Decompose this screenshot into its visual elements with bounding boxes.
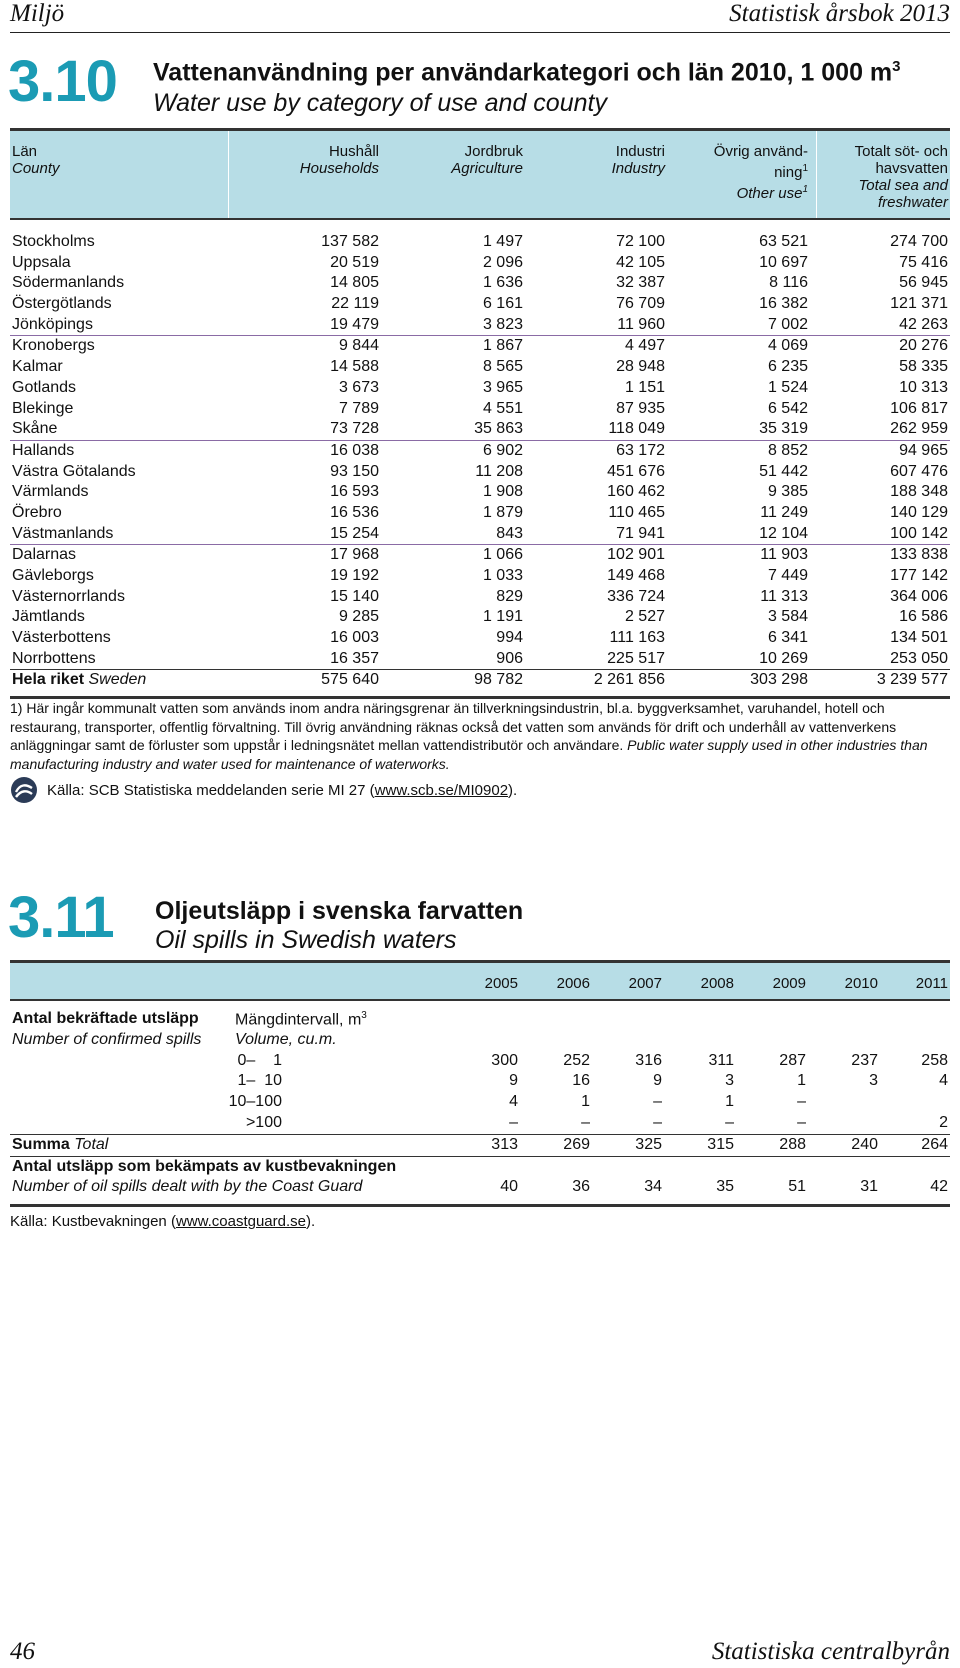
spill-count: 316 — [635, 1051, 662, 1069]
header-agriculture-sv: Jordbruk — [464, 143, 523, 160]
county-name: Västra Götalands — [12, 462, 136, 480]
table-row — [10, 628, 950, 649]
table-row — [10, 524, 950, 545]
county-name: Kalmar — [12, 358, 63, 376]
households-value: 9 844 — [338, 337, 379, 355]
source-link[interactable]: www.scb.se/MI0902 — [374, 782, 509, 799]
total-all: 3 239 577 — [876, 671, 948, 689]
other-use-value: 51 442 — [759, 462, 808, 480]
header-total-en1: Total sea and — [858, 177, 948, 194]
other-use-value: 6 341 — [767, 629, 808, 647]
coastguard-row — [10, 1177, 950, 1198]
header-households-sv: Hushåll — [328, 143, 379, 160]
header-agriculture-en: Agriculture — [451, 160, 523, 177]
sum-value: 315 — [707, 1135, 734, 1153]
section-number: 3.10 — [8, 49, 117, 114]
total-value: 262 959 — [890, 420, 948, 438]
industry-value: 2 527 — [624, 608, 665, 626]
other-use-value: 11 249 — [760, 503, 808, 521]
agriculture-value: 1 033 — [482, 567, 523, 584]
total-value: 253 050 — [890, 649, 948, 667]
table-header-2 — [10, 960, 950, 1001]
header-other-use — [714, 143, 808, 202]
oil-spills-table — [10, 960, 950, 1207]
households-value: 93 150 — [330, 462, 379, 480]
total-value: 133 838 — [890, 546, 948, 564]
header-other-sup: 1 — [802, 163, 808, 174]
source-line-1 — [47, 782, 517, 799]
total-value: 42 263 — [899, 315, 948, 333]
year-2009: 2009 — [772, 975, 806, 992]
confirmed-spills-label-sv: Antal bekräftade utsläpp — [12, 1010, 199, 1027]
other-use-value: 12 104 — [759, 524, 808, 542]
total-label — [12, 671, 146, 689]
spill-count: 9 — [509, 1072, 518, 1090]
header-total-sv2: havsvatten — [875, 160, 948, 177]
table-row — [10, 294, 950, 315]
agriculture-value: 1 497 — [482, 233, 523, 250]
table-row — [10, 273, 950, 294]
title-text: Vattenanvändning per användarkategori och län 2010, 1 000 m — [153, 58, 893, 87]
total-value: 56 945 — [899, 274, 948, 292]
label-row-2 — [10, 1030, 950, 1051]
table-row — [10, 440, 950, 462]
households-value: 15 254 — [330, 524, 379, 542]
agriculture-value: 1 879 — [482, 503, 523, 521]
other-use-value: 10 269 — [759, 649, 808, 667]
county-name: Västmanlands — [12, 524, 114, 542]
sum-label — [12, 1136, 108, 1154]
total-value: 20 276 — [899, 337, 948, 355]
year-2005: 2005 — [484, 975, 518, 992]
coastguard-value: 31 — [860, 1178, 878, 1196]
county-name: Västerbottens — [12, 629, 111, 647]
households-value: 14 588 — [330, 358, 379, 376]
total-value: 140 129 — [890, 503, 948, 521]
header-county-en: County — [12, 160, 60, 177]
sum-row — [10, 1134, 950, 1156]
county-name: Stockholms — [12, 233, 95, 250]
households-value: 19 479 — [330, 315, 379, 333]
total-other: 303 298 — [750, 671, 808, 689]
agriculture-value: 11 208 — [475, 462, 523, 480]
year-2011: 2011 — [915, 975, 948, 992]
header-households — [300, 143, 379, 177]
header-other-sv2 — [714, 160, 808, 181]
sum-value: 313 — [491, 1135, 518, 1153]
industry-value: 42 105 — [616, 253, 665, 271]
county-name: Gotlands — [12, 378, 77, 396]
households-value: 3 673 — [338, 378, 379, 396]
header-total — [855, 143, 948, 211]
other-use-value: 4 069 — [767, 337, 808, 355]
spill-count: 237 — [851, 1051, 878, 1069]
spill-count: 258 — [921, 1051, 948, 1069]
table-row — [10, 607, 950, 628]
volume-label-sv — [235, 1010, 367, 1029]
county-name: Jönköpings — [12, 315, 93, 333]
industry-value: 63 172 — [616, 441, 665, 459]
publisher: Statistiska centralbyrån — [711, 1638, 950, 1665]
agriculture-value: 1 191 — [482, 608, 523, 626]
sum-value: 264 — [921, 1135, 948, 1153]
sum-value: 240 — [851, 1135, 878, 1153]
total-value: 177 142 — [890, 567, 948, 584]
industry-value: 71 941 — [616, 524, 665, 542]
county-name: Uppsala — [12, 253, 71, 271]
running-header-publication: Statistisk årsbok 2013 — [729, 0, 950, 27]
other-use-value: 3 584 — [767, 608, 808, 626]
volume-text: Mängdintervall, m — [235, 1011, 362, 1029]
source-line-2 — [10, 1213, 315, 1230]
households-value: 16 003 — [330, 629, 379, 647]
total-value: 134 501 — [890, 629, 948, 647]
households-value: 17 968 — [330, 546, 379, 564]
sum-label-sv: Summa — [12, 1135, 70, 1153]
households-value: 19 192 — [330, 567, 379, 584]
industry-value: 225 517 — [607, 649, 665, 667]
other-use-value: 10 697 — [759, 253, 808, 271]
source2-suffix: ). — [306, 1213, 316, 1230]
industry-value: 118 049 — [608, 420, 665, 438]
section-title-en: Water use by category of use and county — [153, 89, 607, 117]
header-households-en: Households — [299, 160, 379, 177]
header-industry — [612, 143, 665, 177]
spill-count: – — [509, 1113, 518, 1131]
header-industry-sv: Industri — [615, 143, 665, 160]
county-name: Södermanlands — [12, 274, 125, 292]
section-title-sv-2: Oljeutsläpp i svenska farvatten — [155, 897, 524, 925]
households-value: 9 285 — [338, 608, 379, 626]
industry-value: 28 948 — [616, 358, 665, 376]
header-industry-en: Industry — [611, 160, 665, 177]
total-label-en: Sweden — [88, 671, 147, 689]
spill-count: 300 — [491, 1051, 518, 1069]
volume-label-en: Volume, cu.m. — [235, 1030, 337, 1048]
spill-count: – — [797, 1093, 806, 1111]
spill-count: 1 — [581, 1093, 590, 1111]
column-divider — [228, 131, 229, 218]
header-other-en — [714, 181, 808, 202]
total-value: 364 006 — [890, 587, 948, 605]
agriculture-value: 4 551 — [482, 399, 523, 417]
industry-value: 72 100 — [616, 233, 665, 250]
total-value: 16 586 — [899, 608, 948, 626]
label-row-1 — [10, 1009, 950, 1030]
sum-value: 269 — [563, 1135, 590, 1153]
volume-sup: 3 — [361, 1010, 367, 1021]
header-total-sv1: Totalt söt- och — [854, 143, 948, 160]
footnote-text-en: Public water supply used in other industries than manufacturing industry and water used for maintenance of waterworks. — [10, 737, 928, 772]
coastguard-value: 36 — [572, 1178, 590, 1196]
spill-count: – — [653, 1093, 662, 1111]
other-use-value: 1 524 — [767, 378, 808, 396]
industry-value: 76 709 — [616, 295, 665, 313]
table-row — [10, 232, 950, 253]
table-body — [10, 232, 950, 669]
table-row — [10, 503, 950, 524]
footnote — [10, 699, 950, 773]
households-value: 16 038 — [330, 441, 379, 459]
agriculture-value: 35 863 — [474, 420, 523, 438]
other-use-value: 63 521 — [759, 233, 808, 250]
header-agriculture — [451, 143, 523, 177]
spill-count: – — [653, 1113, 662, 1131]
households-value: 137 582 — [321, 233, 379, 250]
agriculture-value: 3 965 — [482, 378, 523, 396]
households-value: 16 357 — [330, 649, 379, 667]
year-2008: 2008 — [700, 975, 734, 992]
total-industry: 2 261 856 — [593, 671, 665, 689]
county-name: Norrbottens — [12, 649, 96, 667]
county-name: Hallands — [12, 441, 75, 459]
total-households: 575 640 — [321, 671, 379, 689]
agriculture-value: 843 — [496, 524, 523, 542]
agriculture-value: 1 636 — [482, 274, 523, 292]
industry-value: 451 676 — [607, 462, 665, 480]
households-value: 7 789 — [338, 399, 379, 417]
header-other-sv2-text: ning — [774, 164, 803, 181]
sum-label-en: Total — [74, 1135, 109, 1153]
other-use-value: 11 903 — [760, 546, 808, 564]
agriculture-value: 1 867 — [482, 337, 523, 355]
water-use-table — [10, 128, 950, 699]
table-row — [10, 482, 950, 503]
year-2006: 2006 — [556, 975, 590, 992]
total-agriculture: 98 782 — [474, 671, 523, 689]
footnote-text-sv: 1) Här ingår kommunalt vatten som används inom andra näringsgrenar än tillverkningsindustrin, bl.a. byggverksamhet, varuhandel, hotell och restaurang, transporter, offentlig förvaltning. Till övrig användning räknas också det vatten som används för drift och underhåll av vattenverkens anläggningar samt de förluster som uppstår i ledningsnätet mellan vattendistributör och användare. — [10, 700, 897, 753]
industry-value: 111 163 — [609, 629, 665, 647]
industry-value: 32 387 — [616, 274, 665, 292]
table-row — [10, 419, 950, 440]
title-superscript: 3 — [892, 58, 901, 75]
other-use-value: 7 449 — [767, 567, 808, 584]
table-row — [10, 378, 950, 399]
spill-count: – — [725, 1113, 734, 1131]
households-value: 22 119 — [331, 295, 379, 313]
header-other-sv1: Övrig använd- — [713, 143, 808, 160]
households-value: 16 593 — [330, 483, 379, 501]
table-bottom-rule-2 — [10, 1204, 950, 1207]
page-number: 46 — [10, 1638, 35, 1665]
county-name: Jämtlands — [12, 608, 85, 626]
other-use-value: 7 002 — [767, 315, 808, 333]
table-row — [10, 253, 950, 274]
other-use-value: 6 235 — [767, 358, 808, 376]
agriculture-value: 829 — [496, 587, 523, 605]
county-name: Blekinge — [12, 399, 74, 417]
households-value: 73 728 — [330, 420, 379, 438]
confirmed-spills-label-en: Number of confirmed spills — [12, 1030, 202, 1048]
households-value: 15 140 — [330, 587, 379, 605]
table-row — [10, 649, 950, 670]
total-value: 10 313 — [899, 378, 948, 396]
coastguard-value: 34 — [644, 1178, 662, 1196]
spill-count: 4 — [509, 1093, 518, 1111]
spill-count: 3 — [869, 1072, 878, 1090]
year-2007: 2007 — [628, 975, 662, 992]
header-total-en2: freshwater — [877, 194, 948, 211]
table-row — [10, 566, 950, 587]
interval-label: 0– 1 — [237, 1051, 282, 1069]
spill-count: 9 — [653, 1072, 662, 1090]
total-value: 100 142 — [890, 524, 948, 542]
agriculture-value: 6 161 — [482, 295, 523, 313]
county-name: Gävleborgs — [12, 567, 94, 584]
table-row — [10, 399, 950, 420]
spill-count: 3 — [725, 1072, 734, 1090]
header-other-en-sup: 1 — [802, 184, 808, 195]
county-name: Västernorrlands — [12, 587, 125, 605]
section-title-sv — [153, 58, 901, 87]
section-title-en-2: Oil spills in Swedish waters — [155, 926, 457, 954]
coastguard-label-en: Number of oil spills dealt with by the Coast Guard — [12, 1178, 363, 1196]
header-county — [12, 143, 60, 177]
households-value: 20 519 — [330, 253, 379, 271]
coastguard-label-sv: Antal utsläpp som bekämpats av kustbevakningen — [12, 1157, 397, 1175]
interval-row — [10, 1092, 950, 1113]
industry-value: 149 468 — [607, 567, 665, 584]
other-use-value: 16 382 — [759, 295, 808, 313]
total-value: 188 348 — [890, 483, 948, 501]
table-row — [10, 315, 950, 336]
table-body-2 — [10, 1051, 950, 1134]
other-use-value: 11 313 — [760, 587, 808, 605]
header-county-sv: Län — [12, 143, 38, 160]
industry-value: 102 901 — [607, 546, 665, 564]
spill-count: 252 — [563, 1051, 590, 1069]
spill-count: 311 — [708, 1051, 734, 1069]
interval-label: >100 — [245, 1113, 282, 1131]
scb-logo — [10, 776, 38, 809]
table-row — [10, 335, 950, 357]
section-number-2: 3.11 — [8, 885, 114, 950]
households-value: 14 805 — [330, 274, 379, 292]
interval-label: 1– 10 — [237, 1072, 282, 1090]
column-divider — [816, 131, 817, 218]
industry-value: 1 151 — [624, 378, 665, 396]
source2-link[interactable]: www.coastguard.se — [175, 1213, 307, 1230]
county-name: Värmlands — [12, 483, 89, 501]
coastguard-label-row — [10, 1156, 950, 1178]
spill-count: 1 — [725, 1093, 734, 1111]
sum-value: 288 — [779, 1135, 806, 1153]
table-header — [10, 128, 950, 220]
other-use-value: 8 116 — [769, 274, 808, 292]
total-value: 121 371 — [890, 295, 948, 313]
industry-value: 4 497 — [624, 337, 665, 355]
total-value: 94 965 — [899, 441, 948, 459]
other-use-value: 6 542 — [767, 399, 808, 417]
table-row — [10, 544, 950, 566]
county-name: Kronobergs — [12, 337, 95, 355]
header-rule — [10, 32, 950, 33]
agriculture-value: 3 823 — [482, 315, 523, 333]
source-prefix: Källa: SCB Statistiska meddelanden serie MI 27 ( — [47, 782, 375, 799]
agriculture-value: 2 096 — [482, 253, 523, 271]
spill-count: – — [581, 1113, 590, 1131]
coastguard-value: 42 — [930, 1178, 948, 1196]
running-header-section: Miljö — [10, 0, 65, 27]
spill-count: 2 — [939, 1113, 948, 1131]
table-row — [10, 587, 950, 608]
spill-count: 4 — [939, 1072, 948, 1090]
county-name: Östergötlands — [12, 295, 112, 313]
industry-value: 87 935 — [616, 399, 665, 417]
interval-row — [10, 1071, 950, 1092]
total-label-sv: Hela riket — [12, 671, 85, 689]
sum-value: 325 — [635, 1135, 662, 1153]
total-value: 274 700 — [890, 233, 948, 250]
county-name: Skåne — [12, 420, 58, 438]
spill-count: 1 — [797, 1072, 806, 1090]
table-total-row — [10, 669, 950, 691]
total-value: 58 335 — [899, 358, 948, 376]
agriculture-value: 994 — [496, 629, 523, 647]
source-suffix: ). — [508, 782, 518, 799]
interval-row — [10, 1113, 950, 1134]
source2-prefix: Källa: Kustbevakningen ( — [10, 1213, 176, 1230]
industry-value: 336 724 — [607, 587, 665, 605]
county-name: Örebro — [12, 503, 62, 521]
agriculture-value: 8 565 — [482, 358, 523, 376]
industry-value: 110 465 — [608, 503, 665, 521]
interval-label: 10–100 — [228, 1093, 282, 1111]
other-use-value: 8 852 — [767, 441, 808, 459]
agriculture-value: 906 — [496, 649, 523, 667]
agriculture-value: 1 908 — [482, 483, 523, 501]
households-value: 16 536 — [330, 503, 379, 521]
industry-value: 160 462 — [607, 483, 665, 501]
interval-row — [10, 1051, 950, 1072]
other-use-value: 35 319 — [759, 420, 808, 438]
total-value: 607 476 — [890, 462, 948, 480]
other-use-value: 9 385 — [767, 483, 808, 501]
agriculture-value: 6 902 — [482, 441, 523, 459]
spill-count: 16 — [572, 1072, 590, 1090]
year-2010: 2010 — [844, 975, 878, 992]
coastguard-value: 35 — [716, 1178, 734, 1196]
industry-value: 11 960 — [617, 315, 665, 333]
agriculture-value: 1 066 — [482, 546, 523, 564]
header-other-en-text: Other use — [736, 185, 803, 202]
coastguard-value: 40 — [500, 1178, 518, 1196]
coastguard-value: 51 — [788, 1178, 806, 1196]
total-value: 106 817 — [890, 399, 948, 417]
spill-count: 287 — [779, 1051, 806, 1069]
total-value: 75 416 — [899, 253, 948, 271]
spill-count: – — [797, 1113, 806, 1131]
county-name: Dalarnas — [12, 546, 77, 564]
table-row — [10, 357, 950, 378]
table-row — [10, 462, 950, 483]
